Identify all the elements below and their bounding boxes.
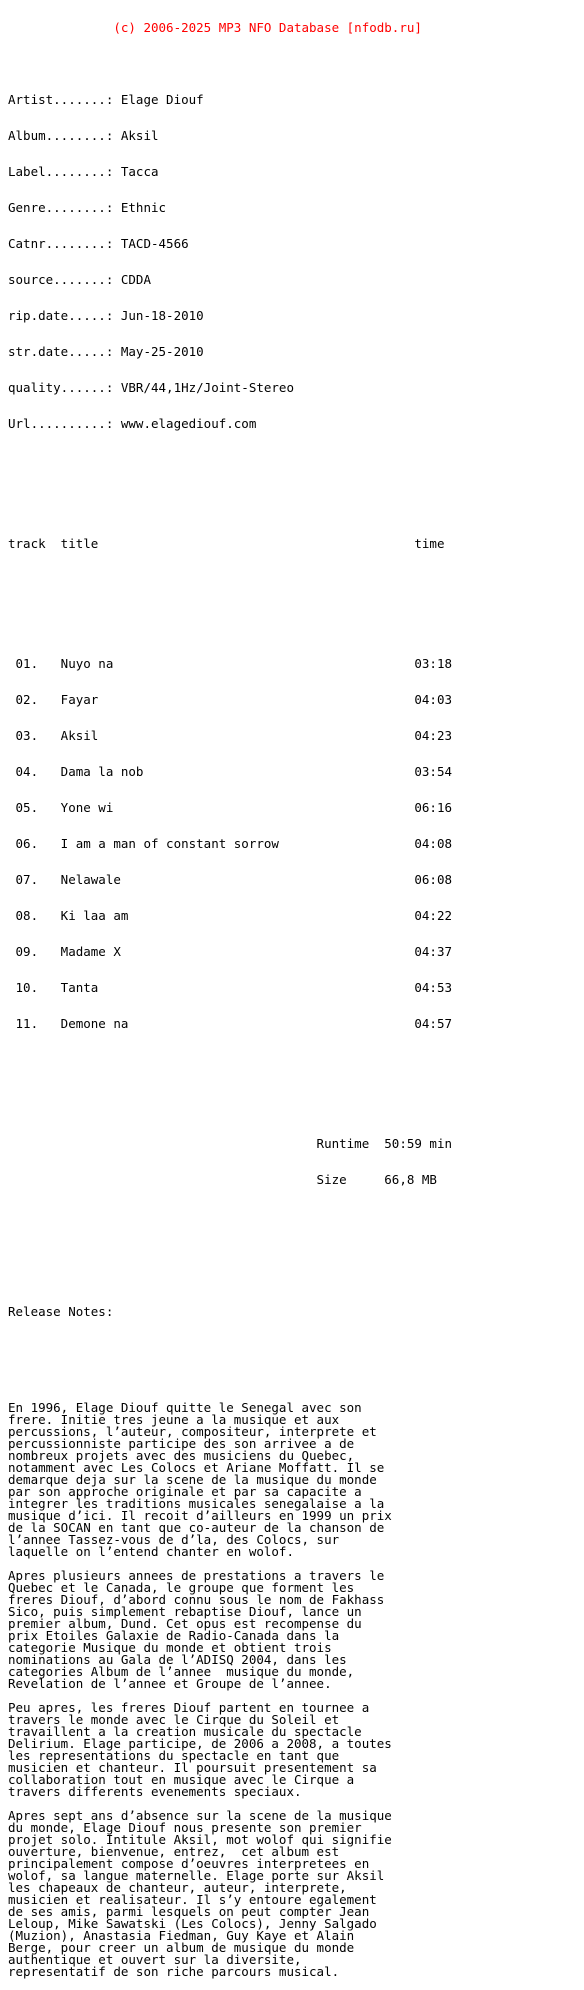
notes-line: representatif de son riche parcours musical.	[8, 1964, 340, 1979]
notes-line: nominations au Gala de l’ADISQ 2004, dans les	[8, 1652, 347, 1667]
meta-catnr: Catnr........: TACD-4566	[8, 236, 189, 251]
blank-line	[8, 1222, 584, 1234]
meta-source: source.......: CDDA	[8, 272, 151, 287]
tracklist	[8, 634, 584, 1054]
notes-line: laquelle on l’entend chanter en wolof.	[8, 1544, 294, 1559]
notes-line: percussionniste participe des son arrivee a de	[8, 1436, 355, 1451]
notes-line: integrer les traditions musicales senegalaise a la	[8, 1496, 385, 1511]
blank-line	[8, 1354, 584, 1366]
notes-paragraph	[8, 1810, 584, 1978]
notes-line: nombreux projets avec des musiciens du Quebec,	[8, 1448, 355, 1463]
notes-line: ouverture, bienvenue, entrez, cet album est	[8, 1844, 340, 1859]
notes-line: premier album, Dund. Cet opus est recompense du	[8, 1616, 362, 1631]
track-row: 05. Yone wi 06:16	[8, 800, 453, 815]
notes-paragraph	[8, 1702, 584, 1798]
track-row: 03. Aksil 04:23	[8, 728, 453, 743]
notes-line: de ses amis, parmi lesquels on peut compter Jean	[8, 1904, 370, 1919]
notes-line: Leloup, Mike Sawatski (Les Colocs), Jenny Salgado	[8, 1916, 377, 1931]
track-row: 09. Madame X 04:37	[8, 944, 453, 959]
release-info-block	[8, 70, 584, 454]
release-notes-title: Release Notes:	[8, 1304, 114, 1319]
notes-line: principalement compose d’oeuvres interpretees en	[8, 1856, 370, 1871]
notes-line: Delirium. Elage participe, de 2006 a 2008, a toutes	[8, 1736, 392, 1751]
meta-artist: Artist.......: Elage Diouf	[8, 92, 204, 107]
notes-line: les chapeaux de chanteur, auteur, interprete,	[8, 1880, 347, 1895]
notes-line: travers le monde avec le Cirque du Soleil et	[8, 1712, 340, 1727]
notes-line: Berge, pour creer un album de musique du monde	[8, 1940, 355, 1955]
notes-line: (Muzion), Anastasia Fiedman, Guy Kaye et Alain	[8, 1928, 355, 1943]
meta-url: Url..........: www.elagediouf.com	[8, 416, 257, 431]
blank-line	[8, 586, 584, 598]
notes-line: les representations du spectacle en tant que	[8, 1748, 340, 1763]
notes-line: du monde, Elage Diouf nous presente son premier	[8, 1820, 362, 1835]
notes-paragraph	[8, 1402, 584, 1558]
notes-line: categories Album de l’annee musique du monde,	[8, 1664, 355, 1679]
meta-str-date: str.date.....: May-25-2010	[8, 344, 204, 359]
track-row: 02. Fayar 04:03	[8, 692, 453, 707]
notes-line: de la SOCAN en tant que co-auteur de la chanson de	[8, 1520, 385, 1535]
blank-line	[8, 1558, 584, 1570]
blank-line	[8, 490, 584, 502]
notes-line: musicien et chanteur. Il poursuit presentement sa	[8, 1760, 377, 1775]
notes-line: Peu apres, les freres Diouf partent en tournee a	[8, 1700, 370, 1715]
notes-line: musique d’ici. Il recoit d’ailleurs en 1999 un prix	[8, 1508, 392, 1523]
notes-line: Apres plusieurs annees de prestations a travers le	[8, 1568, 385, 1583]
track-row: 01. Nuyo na 03:18	[8, 656, 453, 671]
meta-genre: Genre........: Ethnic	[8, 200, 167, 215]
notes-line: Revelation de l’annee et Groupe de l’annee.	[8, 1676, 332, 1691]
runtime-total: Runtime 50:59 min	[8, 1136, 453, 1151]
blank-line	[8, 1258, 584, 1270]
track-row: 07. Nelawale 06:08	[8, 872, 453, 887]
notes-line: musicien et realisateur. Il s’y entoure egalement	[8, 1892, 377, 1907]
notes-line: notamment avec Les Colocs et Ariane Moffatt. Il se	[8, 1460, 385, 1475]
notes-line: frere. Initie tres jeune a la musique et aux	[8, 1412, 340, 1427]
notes-paragraph	[8, 1570, 584, 1690]
meta-album: Album........: Aksil	[8, 128, 159, 143]
notes-line: demarque deja sur la scene de la musique du monde	[8, 1472, 377, 1487]
notes-line: authentique et ouvert sur la diversite,	[8, 1952, 302, 1967]
notes-line: travers differents evenements speciaux.	[8, 1784, 302, 1799]
database-header: (c) 2006-2025 MP3 NFO Database [nfodb.ru]	[8, 20, 422, 35]
track-row: 04. Dama la nob 03:54	[8, 764, 453, 779]
track-row: 11. Demone na 04:57	[8, 1016, 453, 1031]
meta-quality: quality......: VBR/44,1Hz/Joint-Stereo	[8, 380, 294, 395]
notes-line: Apres sept ans d’absence sur la scene de la musique	[8, 1808, 392, 1823]
notes-line: freres Diouf, d’abord connu sous le nom de Fakhass	[8, 1592, 385, 1607]
nfo-document	[8, 0, 584, 1990]
blank-line	[8, 1690, 584, 1702]
notes-line: prix Etoiles Galaxie de Radio-Canada dans la	[8, 1628, 340, 1643]
notes-line: categorie Musique du monde et obtient trois	[8, 1640, 332, 1655]
notes-line: Sico, puis simplement rebaptise Diouf, lance un	[8, 1604, 362, 1619]
tracklist-header: track title time	[8, 536, 445, 551]
track-row: 08. Ki laa am 04:22	[8, 908, 453, 923]
size-total: Size 66,8 MB	[8, 1172, 437, 1187]
notes-line: wolof, sa langue maternelle. Elage porte sur Aksil	[8, 1868, 385, 1883]
meta-label: Label........: Tacca	[8, 164, 159, 179]
track-row: 06. I am a man of constant sorrow 04:08	[8, 836, 453, 851]
notes-line: l’annee Tassez-vous de d’la, des Colocs, sur	[8, 1532, 340, 1547]
meta-rip-date: rip.date.....: Jun-18-2010	[8, 308, 204, 323]
notes-line: En 1996, Elage Diouf quitte le Senegal avec son	[8, 1400, 362, 1415]
notes-line: travaillent a la creation musicale du spectacle	[8, 1724, 362, 1739]
notes-line: projet solo. Intitule Aksil, mot wolof qui signifie	[8, 1832, 392, 1847]
notes-line: collaboration tout en musique avec le Cirque a	[8, 1772, 355, 1787]
notes-line: percussions, l’auteur, compositeur, interprete et	[8, 1424, 377, 1439]
release-notes-body	[8, 1402, 584, 1978]
blank-line	[8, 1090, 584, 1102]
notes-line: par son approche originale et par sa capacite a	[8, 1484, 362, 1499]
blank-line	[8, 1798, 584, 1810]
track-row: 10. Tanta 04:53	[8, 980, 453, 995]
notes-line: Quebec et le Canada, le groupe que forment les	[8, 1580, 355, 1595]
